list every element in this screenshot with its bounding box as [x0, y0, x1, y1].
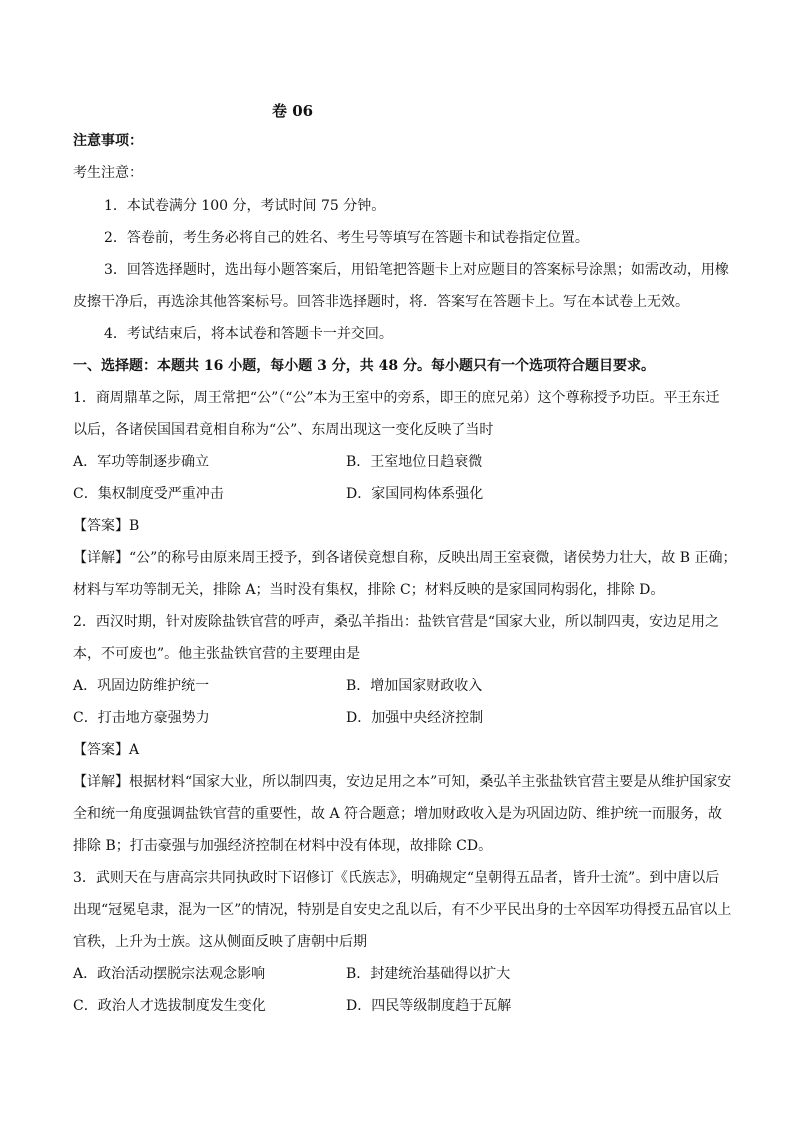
question-stem: 官秩，上升为士族。这从侧面反映了唐朝中后期 — [73, 934, 367, 950]
answer-label: 【答案】A — [73, 742, 140, 758]
notice-item: 3．回答选择题时，选出每小题答案后，用铅笔把答题卡上对应题目的答案标号涂黑；如需改动，用橡 — [104, 262, 729, 278]
question-stem: 本，不可废也”。他主张盐铁官营的主要理由是 — [73, 646, 361, 662]
notice-item: 4．考试结束后，将本试卷和答题卡一并交回。 — [104, 326, 393, 342]
answer-label: 【答案】B — [73, 518, 140, 534]
notice-item: 1．本试卷满分 100 分，考试时间 75 分钟。 — [104, 198, 386, 214]
notice-heading: 注意事项： — [73, 133, 143, 149]
explanation: 排除 B；打击豪强与加强经济控制在材料中没有体现，故排除 CD。 — [73, 838, 493, 854]
explanation: 材料与军功等制无关，排除 A；当时没有集权，排除 C；材料反映的是家国同构弱化，排除 D。 — [73, 582, 665, 598]
explanation: 全和统一角度强调盐铁官营的重要性，故 A 符合题意；增加财政收入是为巩固边防、维护统一而服务，故 — [73, 806, 723, 822]
explanation: 【详解】“公”的称号由原来周王授予，到各诸侯竟想自称，反映出周王室衰微，诸侯势力壮大，故 B 正确； — [73, 550, 737, 566]
question-stem: 出现“冠冕皂隶，混为一区”的情况，特别是自安史之乱以后，有不少平民出身的士卒因军功得授五品官以上 — [73, 902, 732, 918]
option-c: C．集权制度受严重冲击 — [73, 486, 224, 502]
explanation: 【详解】根据材料“国家大业，所以制四夷，安边足用之本”可知，桑弘羊主张盐铁官营主要是从维护国家安 — [73, 774, 732, 790]
option-d: D．家国同构体系强化 — [346, 486, 484, 502]
option-a: A．巩固边防维护统一 — [73, 678, 210, 694]
page-title: 卷 06 — [272, 102, 314, 120]
question-stem: 2．西汉时期，针对废除盐铁官营的呼声，桑弘羊指出：盐铁官营是“国家大业，所以制四夷，安边足用之 — [73, 614, 720, 630]
option-b: B．增加国家财政收入 — [346, 678, 483, 694]
option-b: B．王室地位日趋衰微 — [346, 454, 483, 470]
option-c: C．打击地方豪强势力 — [73, 710, 210, 726]
option-d: D．四民等级制度趋于瓦解 — [346, 998, 512, 1014]
notice-subheading: 考生注意： — [73, 165, 143, 181]
option-c: C．政治人才选拔制度发生变化 — [73, 998, 266, 1014]
option-a: A．军功等制逐步确立 — [73, 454, 210, 470]
option-a: A．政治活动摆脱宗法观念影响 — [73, 966, 266, 982]
question-stem: 3．武则天在与唐高宗共同执政时下诏修订《氏族志》，明确规定“皇朝得五品者，皆升士流”。到中唐以后 — [73, 870, 720, 886]
notice-item: 2．答卷前，考生务必将自己的姓名、考生号等填写在答题卡和试卷指定位置。 — [104, 230, 589, 246]
question-stem: 以后，各诸侯国国君竟相自称为“公”、东周出现这一变化反映了当时 — [73, 422, 494, 438]
notice-item-continuation: 皮擦干净后，再选涂其他答案标号。回答非选择题时，将．答案写在答题卡上。写在本试卷上无效。 — [73, 294, 689, 310]
section-heading: 一、选择题：本题共 16 小题，每小题 3 分，共 48 分。每小题只有一个选项符合题目要求。 — [73, 358, 655, 374]
question-stem: 1．商周鼎革之际，周王常把“公”（“公”本为王室中的旁系，即王的庶兄弟）这个尊称授予功臣。平王东迁 — [73, 390, 720, 406]
option-b: B．封建统治基础得以扩大 — [346, 966, 511, 982]
option-d: D．加强中央经济控制 — [346, 710, 484, 726]
